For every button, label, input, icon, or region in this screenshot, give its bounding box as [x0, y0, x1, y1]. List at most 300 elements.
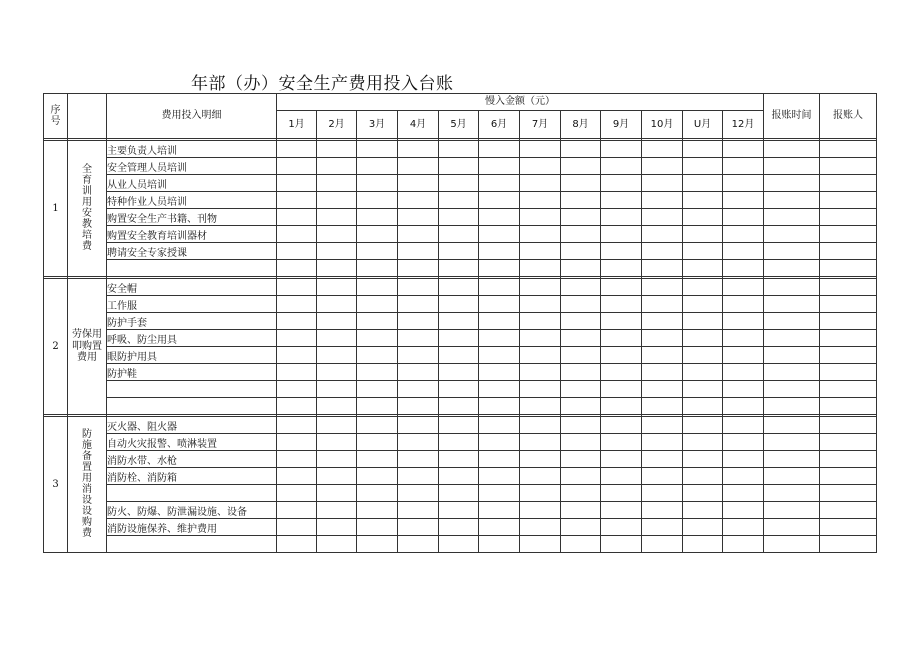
amount-cell[interactable] — [683, 468, 723, 485]
person-cell[interactable] — [820, 536, 877, 553]
amount-cell[interactable] — [520, 296, 561, 313]
amount-cell[interactable] — [561, 141, 601, 158]
amount-cell[interactable] — [277, 364, 317, 381]
amount-cell[interactable] — [357, 381, 398, 398]
amount-cell[interactable] — [479, 330, 520, 347]
amount-cell[interactable] — [479, 364, 520, 381]
amount-cell[interactable] — [317, 158, 357, 175]
amount-cell[interactable] — [683, 434, 723, 451]
amount-cell[interactable] — [683, 209, 723, 226]
amount-cell[interactable] — [561, 468, 601, 485]
amount-cell[interactable] — [642, 243, 683, 260]
amount-cell[interactable] — [601, 296, 642, 313]
amount-cell[interactable] — [520, 260, 561, 277]
amount-cell[interactable] — [277, 519, 317, 536]
amount-cell[interactable] — [479, 347, 520, 364]
amount-cell[interactable] — [479, 398, 520, 415]
amount-cell[interactable] — [479, 260, 520, 277]
amount-cell[interactable] — [683, 141, 723, 158]
amount-cell[interactable] — [723, 417, 764, 434]
amount-cell[interactable] — [642, 158, 683, 175]
amount-cell[interactable] — [317, 364, 357, 381]
amount-cell[interactable] — [520, 519, 561, 536]
amount-cell[interactable] — [520, 192, 561, 209]
amount-cell[interactable] — [398, 398, 439, 415]
amount-cell[interactable] — [520, 536, 561, 553]
amount-cell[interactable] — [601, 502, 642, 519]
person-cell[interactable] — [820, 451, 877, 468]
amount-cell[interactable] — [439, 502, 479, 519]
date-cell[interactable] — [764, 364, 820, 381]
amount-cell[interactable] — [479, 468, 520, 485]
amount-cell[interactable] — [439, 209, 479, 226]
person-cell[interactable] — [820, 192, 877, 209]
person-cell[interactable] — [820, 209, 877, 226]
amount-cell[interactable] — [479, 519, 520, 536]
amount-cell[interactable] — [642, 502, 683, 519]
amount-cell[interactable] — [723, 468, 764, 485]
amount-cell[interactable] — [277, 260, 317, 277]
amount-cell[interactable] — [398, 468, 439, 485]
amount-cell[interactable] — [642, 417, 683, 434]
amount-cell[interactable] — [601, 330, 642, 347]
amount-cell[interactable] — [683, 243, 723, 260]
amount-cell[interactable] — [317, 192, 357, 209]
amount-cell[interactable] — [398, 243, 439, 260]
amount-cell[interactable] — [723, 536, 764, 553]
amount-cell[interactable] — [277, 398, 317, 415]
amount-cell[interactable] — [601, 279, 642, 296]
amount-cell[interactable] — [277, 313, 317, 330]
amount-cell[interactable] — [317, 279, 357, 296]
amount-cell[interactable] — [683, 485, 723, 502]
amount-cell[interactable] — [398, 158, 439, 175]
amount-cell[interactable] — [439, 519, 479, 536]
amount-cell[interactable] — [317, 175, 357, 192]
person-cell[interactable] — [820, 417, 877, 434]
amount-cell[interactable] — [317, 381, 357, 398]
amount-cell[interactable] — [561, 519, 601, 536]
amount-cell[interactable] — [277, 502, 317, 519]
amount-cell[interactable] — [317, 502, 357, 519]
amount-cell[interactable] — [439, 347, 479, 364]
amount-cell[interactable] — [723, 347, 764, 364]
date-cell[interactable] — [764, 347, 820, 364]
amount-cell[interactable] — [398, 434, 439, 451]
amount-cell[interactable] — [357, 209, 398, 226]
amount-cell[interactable] — [398, 141, 439, 158]
amount-cell[interactable] — [561, 260, 601, 277]
person-cell[interactable] — [820, 226, 877, 243]
amount-cell[interactable] — [277, 468, 317, 485]
amount-cell[interactable] — [479, 226, 520, 243]
amount-cell[interactable] — [561, 381, 601, 398]
person-cell[interactable] — [820, 381, 877, 398]
amount-cell[interactable] — [317, 485, 357, 502]
amount-cell[interactable] — [398, 536, 439, 553]
amount-cell[interactable] — [723, 175, 764, 192]
amount-cell[interactable] — [357, 243, 398, 260]
amount-cell[interactable] — [479, 209, 520, 226]
amount-cell[interactable] — [479, 485, 520, 502]
amount-cell[interactable] — [317, 313, 357, 330]
amount-cell[interactable] — [479, 279, 520, 296]
amount-cell[interactable] — [479, 158, 520, 175]
date-cell[interactable] — [764, 485, 820, 502]
amount-cell[interactable] — [561, 451, 601, 468]
amount-cell[interactable] — [520, 347, 561, 364]
amount-cell[interactable] — [317, 260, 357, 277]
amount-cell[interactable] — [561, 502, 601, 519]
amount-cell[interactable] — [561, 175, 601, 192]
amount-cell[interactable] — [561, 398, 601, 415]
amount-cell[interactable] — [642, 398, 683, 415]
person-cell[interactable] — [820, 364, 877, 381]
amount-cell[interactable] — [601, 381, 642, 398]
amount-cell[interactable] — [683, 417, 723, 434]
amount-cell[interactable] — [439, 141, 479, 158]
amount-cell[interactable] — [439, 398, 479, 415]
amount-cell[interactable] — [439, 364, 479, 381]
amount-cell[interactable] — [683, 381, 723, 398]
date-cell[interactable] — [764, 398, 820, 415]
date-cell[interactable] — [764, 502, 820, 519]
amount-cell[interactable] — [277, 485, 317, 502]
amount-cell[interactable] — [398, 209, 439, 226]
person-cell[interactable] — [820, 485, 877, 502]
amount-cell[interactable] — [723, 502, 764, 519]
person-cell[interactable] — [820, 330, 877, 347]
amount-cell[interactable] — [357, 485, 398, 502]
amount-cell[interactable] — [561, 330, 601, 347]
amount-cell[interactable] — [683, 502, 723, 519]
amount-cell[interactable] — [357, 175, 398, 192]
amount-cell[interactable] — [357, 451, 398, 468]
amount-cell[interactable] — [479, 313, 520, 330]
amount-cell[interactable] — [642, 519, 683, 536]
amount-cell[interactable] — [520, 313, 561, 330]
amount-cell[interactable] — [601, 175, 642, 192]
amount-cell[interactable] — [520, 485, 561, 502]
date-cell[interactable] — [764, 158, 820, 175]
amount-cell[interactable] — [317, 243, 357, 260]
person-cell[interactable] — [820, 313, 877, 330]
amount-cell[interactable] — [277, 226, 317, 243]
amount-cell[interactable] — [439, 381, 479, 398]
amount-cell[interactable] — [439, 296, 479, 313]
amount-cell[interactable] — [357, 158, 398, 175]
amount-cell[interactable] — [723, 519, 764, 536]
amount-cell[interactable] — [723, 485, 764, 502]
amount-cell[interactable] — [357, 519, 398, 536]
amount-cell[interactable] — [601, 398, 642, 415]
date-cell[interactable] — [764, 260, 820, 277]
amount-cell[interactable] — [398, 381, 439, 398]
amount-cell[interactable] — [398, 296, 439, 313]
amount-cell[interactable] — [357, 347, 398, 364]
amount-cell[interactable] — [357, 417, 398, 434]
person-cell[interactable] — [820, 519, 877, 536]
amount-cell[interactable] — [277, 417, 317, 434]
amount-cell[interactable] — [317, 141, 357, 158]
amount-cell[interactable] — [520, 279, 561, 296]
amount-cell[interactable] — [520, 158, 561, 175]
amount-cell[interactable] — [520, 381, 561, 398]
amount-cell[interactable] — [601, 192, 642, 209]
date-cell[interactable] — [764, 434, 820, 451]
amount-cell[interactable] — [561, 192, 601, 209]
amount-cell[interactable] — [642, 209, 683, 226]
amount-cell[interactable] — [561, 158, 601, 175]
amount-cell[interactable] — [479, 502, 520, 519]
amount-cell[interactable] — [601, 209, 642, 226]
amount-cell[interactable] — [439, 330, 479, 347]
date-cell[interactable] — [764, 175, 820, 192]
amount-cell[interactable] — [601, 417, 642, 434]
amount-cell[interactable] — [642, 226, 683, 243]
amount-cell[interactable] — [277, 536, 317, 553]
date-cell[interactable] — [764, 192, 820, 209]
person-cell[interactable] — [820, 279, 877, 296]
amount-cell[interactable] — [317, 347, 357, 364]
amount-cell[interactable] — [398, 347, 439, 364]
amount-cell[interactable] — [561, 313, 601, 330]
amount-cell[interactable] — [439, 417, 479, 434]
amount-cell[interactable] — [520, 209, 561, 226]
amount-cell[interactable] — [398, 451, 439, 468]
person-cell[interactable] — [820, 434, 877, 451]
amount-cell[interactable] — [723, 330, 764, 347]
amount-cell[interactable] — [357, 364, 398, 381]
amount-cell[interactable] — [642, 175, 683, 192]
amount-cell[interactable] — [439, 536, 479, 553]
amount-cell[interactable] — [723, 434, 764, 451]
amount-cell[interactable] — [601, 260, 642, 277]
amount-cell[interactable] — [723, 364, 764, 381]
amount-cell[interactable] — [520, 398, 561, 415]
amount-cell[interactable] — [642, 451, 683, 468]
date-cell[interactable] — [764, 519, 820, 536]
amount-cell[interactable] — [479, 192, 520, 209]
amount-cell[interactable] — [398, 364, 439, 381]
amount-cell[interactable] — [642, 536, 683, 553]
amount-cell[interactable] — [479, 536, 520, 553]
amount-cell[interactable] — [723, 279, 764, 296]
amount-cell[interactable] — [561, 296, 601, 313]
amount-cell[interactable] — [439, 243, 479, 260]
date-cell[interactable] — [764, 296, 820, 313]
amount-cell[interactable] — [439, 451, 479, 468]
amount-cell[interactable] — [317, 226, 357, 243]
date-cell[interactable] — [764, 451, 820, 468]
amount-cell[interactable] — [357, 502, 398, 519]
amount-cell[interactable] — [357, 141, 398, 158]
amount-cell[interactable] — [642, 468, 683, 485]
amount-cell[interactable] — [723, 260, 764, 277]
person-cell[interactable] — [820, 260, 877, 277]
amount-cell[interactable] — [601, 451, 642, 468]
amount-cell[interactable] — [317, 468, 357, 485]
person-cell[interactable] — [820, 468, 877, 485]
date-cell[interactable] — [764, 381, 820, 398]
amount-cell[interactable] — [357, 192, 398, 209]
amount-cell[interactable] — [317, 296, 357, 313]
amount-cell[interactable] — [439, 175, 479, 192]
amount-cell[interactable] — [317, 398, 357, 415]
amount-cell[interactable] — [723, 398, 764, 415]
amount-cell[interactable] — [601, 434, 642, 451]
date-cell[interactable] — [764, 279, 820, 296]
amount-cell[interactable] — [357, 434, 398, 451]
date-cell[interactable] — [764, 226, 820, 243]
amount-cell[interactable] — [561, 243, 601, 260]
amount-cell[interactable] — [277, 451, 317, 468]
amount-cell[interactable] — [642, 434, 683, 451]
person-cell[interactable] — [820, 141, 877, 158]
person-cell[interactable] — [820, 502, 877, 519]
amount-cell[interactable] — [398, 330, 439, 347]
amount-cell[interactable] — [601, 141, 642, 158]
amount-cell[interactable] — [479, 243, 520, 260]
amount-cell[interactable] — [277, 141, 317, 158]
person-cell[interactable] — [820, 175, 877, 192]
date-cell[interactable] — [764, 209, 820, 226]
amount-cell[interactable] — [479, 296, 520, 313]
amount-cell[interactable] — [683, 296, 723, 313]
amount-cell[interactable] — [683, 226, 723, 243]
amount-cell[interactable] — [723, 158, 764, 175]
amount-cell[interactable] — [277, 243, 317, 260]
amount-cell[interactable] — [317, 434, 357, 451]
amount-cell[interactable] — [723, 243, 764, 260]
amount-cell[interactable] — [601, 364, 642, 381]
amount-cell[interactable] — [479, 434, 520, 451]
amount-cell[interactable] — [642, 347, 683, 364]
amount-cell[interactable] — [601, 536, 642, 553]
amount-cell[interactable] — [520, 451, 561, 468]
amount-cell[interactable] — [439, 279, 479, 296]
amount-cell[interactable] — [601, 468, 642, 485]
amount-cell[interactable] — [642, 192, 683, 209]
amount-cell[interactable] — [357, 279, 398, 296]
amount-cell[interactable] — [520, 417, 561, 434]
amount-cell[interactable] — [561, 417, 601, 434]
amount-cell[interactable] — [723, 226, 764, 243]
amount-cell[interactable] — [723, 296, 764, 313]
date-cell[interactable] — [764, 468, 820, 485]
date-cell[interactable] — [764, 313, 820, 330]
amount-cell[interactable] — [398, 260, 439, 277]
amount-cell[interactable] — [277, 209, 317, 226]
amount-cell[interactable] — [520, 330, 561, 347]
amount-cell[interactable] — [317, 417, 357, 434]
amount-cell[interactable] — [479, 141, 520, 158]
amount-cell[interactable] — [642, 279, 683, 296]
amount-cell[interactable] — [398, 226, 439, 243]
amount-cell[interactable] — [561, 279, 601, 296]
amount-cell[interactable] — [357, 468, 398, 485]
amount-cell[interactable] — [642, 260, 683, 277]
amount-cell[interactable] — [398, 519, 439, 536]
amount-cell[interactable] — [479, 417, 520, 434]
person-cell[interactable] — [820, 158, 877, 175]
date-cell[interactable] — [764, 536, 820, 553]
amount-cell[interactable] — [439, 158, 479, 175]
amount-cell[interactable] — [277, 175, 317, 192]
amount-cell[interactable] — [561, 347, 601, 364]
amount-cell[interactable] — [439, 313, 479, 330]
amount-cell[interactable] — [561, 485, 601, 502]
amount-cell[interactable] — [520, 434, 561, 451]
amount-cell[interactable] — [642, 381, 683, 398]
amount-cell[interactable] — [479, 175, 520, 192]
amount-cell[interactable] — [561, 364, 601, 381]
amount-cell[interactable] — [357, 260, 398, 277]
amount-cell[interactable] — [277, 296, 317, 313]
amount-cell[interactable] — [398, 417, 439, 434]
amount-cell[interactable] — [683, 192, 723, 209]
amount-cell[interactable] — [601, 313, 642, 330]
amount-cell[interactable] — [439, 434, 479, 451]
amount-cell[interactable] — [277, 330, 317, 347]
amount-cell[interactable] — [683, 279, 723, 296]
amount-cell[interactable] — [439, 226, 479, 243]
amount-cell[interactable] — [520, 175, 561, 192]
amount-cell[interactable] — [398, 485, 439, 502]
date-cell[interactable] — [764, 141, 820, 158]
amount-cell[interactable] — [561, 226, 601, 243]
amount-cell[interactable] — [317, 451, 357, 468]
amount-cell[interactable] — [723, 141, 764, 158]
amount-cell[interactable] — [642, 141, 683, 158]
amount-cell[interactable] — [277, 381, 317, 398]
amount-cell[interactable] — [479, 381, 520, 398]
amount-cell[interactable] — [439, 192, 479, 209]
amount-cell[interactable] — [723, 381, 764, 398]
amount-cell[interactable] — [723, 313, 764, 330]
person-cell[interactable] — [820, 347, 877, 364]
amount-cell[interactable] — [398, 502, 439, 519]
amount-cell[interactable] — [683, 364, 723, 381]
amount-cell[interactable] — [683, 519, 723, 536]
amount-cell[interactable] — [561, 209, 601, 226]
amount-cell[interactable] — [398, 279, 439, 296]
amount-cell[interactable] — [317, 519, 357, 536]
amount-cell[interactable] — [398, 175, 439, 192]
amount-cell[interactable] — [520, 243, 561, 260]
amount-cell[interactable] — [317, 209, 357, 226]
amount-cell[interactable] — [723, 451, 764, 468]
amount-cell[interactable] — [439, 485, 479, 502]
amount-cell[interactable] — [683, 175, 723, 192]
amount-cell[interactable] — [520, 468, 561, 485]
amount-cell[interactable] — [357, 296, 398, 313]
amount-cell[interactable] — [520, 141, 561, 158]
amount-cell[interactable] — [317, 536, 357, 553]
amount-cell[interactable] — [479, 451, 520, 468]
person-cell[interactable] — [820, 398, 877, 415]
amount-cell[interactable] — [683, 347, 723, 364]
amount-cell[interactable] — [642, 313, 683, 330]
amount-cell[interactable] — [683, 330, 723, 347]
person-cell[interactable] — [820, 296, 877, 313]
amount-cell[interactable] — [357, 330, 398, 347]
amount-cell[interactable] — [683, 451, 723, 468]
amount-cell[interactable] — [520, 364, 561, 381]
amount-cell[interactable] — [683, 158, 723, 175]
amount-cell[interactable] — [642, 485, 683, 502]
amount-cell[interactable] — [561, 536, 601, 553]
